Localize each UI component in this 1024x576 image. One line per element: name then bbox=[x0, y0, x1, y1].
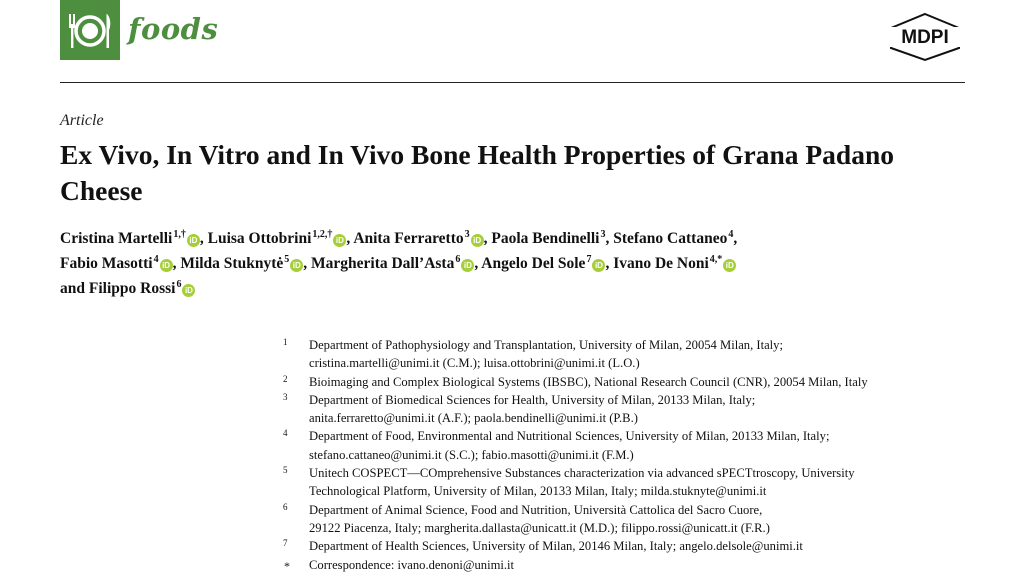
affiliation-line: Department of Health Sciences, University of Milan, 20146 Milan, Italy; angelo.delsole@unimi.it bbox=[309, 539, 803, 554]
affiliation-item bbox=[283, 464, 973, 501]
orcid-icon[interactable]: iD bbox=[182, 284, 195, 297]
affiliation-line: Department of Animal Science, Food and Nutrition, Università Cattolica del Sacro Cuore, bbox=[309, 502, 763, 517]
orcid-icon[interactable]: iD bbox=[333, 234, 346, 247]
affiliation-marker: * bbox=[284, 558, 290, 573]
author-affiliation-marker: 7 bbox=[586, 254, 592, 265]
author-name-text: Ivano De Noni bbox=[613, 255, 709, 272]
correspondence bbox=[283, 556, 973, 574]
publisher-logo bbox=[887, 12, 963, 62]
article-title: Ex Vivo, In Vitro and In Vivo Bone Health Properties of Grana Padano Cheese bbox=[60, 139, 894, 206]
affiliation-line: 29122 Piacenza, Italy; margherita.dallasta@unicatt.it (M.D.); filippo.rossi@unicatt.it (F.R.) bbox=[309, 520, 770, 535]
affiliation-line: anita.ferraretto@unimi.it (A.F.); paola.bendinelli@unimi.it (P.B.) bbox=[309, 411, 638, 426]
author-name: Paola Bendinelli$^3$, bbox=[491, 229, 610, 247]
author-name: and Filippo Rossi$^6$iD bbox=[60, 280, 195, 297]
journal-header bbox=[60, 0, 965, 82]
author-affiliation-marker: 1,† bbox=[173, 229, 186, 240]
affiliation-marker: 6 bbox=[283, 501, 288, 512]
orcid-icon[interactable]: iD bbox=[471, 234, 484, 247]
author-name-text: Filippo Rossi bbox=[88, 280, 176, 297]
author-affiliation-marker: 3 bbox=[464, 229, 470, 240]
header-rule bbox=[60, 82, 965, 83]
author-name-text: Fabio Masotti bbox=[60, 255, 153, 272]
affiliation-marker: 5 bbox=[283, 465, 288, 476]
author-affiliation-marker: 5 bbox=[284, 254, 290, 265]
author-name: Luisa Ottobrini$^{1,2,\dagger}$iD , bbox=[207, 229, 351, 247]
author-affiliation-marker: 4 bbox=[153, 254, 159, 265]
author-name: Cristina Martelli$^{1,\dagger}$iD , bbox=[60, 229, 204, 247]
orcid-icon[interactable]: iD bbox=[187, 234, 200, 247]
author-affiliation-marker: 4,* bbox=[709, 254, 723, 265]
author-name: Margherita Dall’Asta$^6$iD , bbox=[311, 254, 479, 272]
author-name-text: Cristina Martelli bbox=[60, 230, 173, 247]
author-name-text: Stefano Cattaneo bbox=[613, 230, 728, 247]
affiliation-item bbox=[283, 391, 973, 428]
affiliation-line: Bioimaging and Complex Biological Systems (IBSBC), National Research Council (CNR), 20054 Milan, Italy bbox=[309, 374, 868, 389]
author-name-text: Angelo Del Sole bbox=[481, 255, 586, 272]
affiliation-line: cristina.martelli@unimi.it (C.M.); luisa.ottobrini@unimi.it (L.O.) bbox=[309, 356, 640, 371]
affiliation-item bbox=[283, 537, 973, 555]
journal-name: foods bbox=[128, 12, 219, 46]
author-affiliation-marker: 6 bbox=[455, 254, 461, 265]
author-list bbox=[60, 226, 965, 301]
affiliation-list bbox=[283, 336, 973, 574]
orcid-icon[interactable]: iD bbox=[290, 259, 303, 272]
author-affiliation-marker: 6 bbox=[176, 279, 182, 290]
affiliation-item bbox=[283, 373, 973, 391]
author-name-text: Milda Stuknytė bbox=[180, 255, 284, 272]
affiliation-line: stefano.cattaneo@unimi.it (S.C.); fabio.masotti@unimi.it (F.M.) bbox=[309, 447, 634, 462]
author-name-text: Paola Bendinelli bbox=[491, 230, 600, 247]
author-affiliation-marker: 1,2,† bbox=[312, 229, 333, 240]
author-name: Milda Stuknytė$^5$iD , bbox=[180, 254, 308, 272]
article-type: Article bbox=[60, 112, 104, 129]
plate-cutlery-icon bbox=[60, 0, 120, 60]
author-name bbox=[613, 255, 736, 272]
affiliation-line: Department of Biomedical Sciences for Health, University of Milan, 20133 Milan, Italy; bbox=[309, 392, 756, 407]
author-name-text: Anita Ferraretto bbox=[353, 230, 464, 247]
author-affiliation-marker: 4 bbox=[728, 229, 734, 240]
affiliation-marker: 4 bbox=[283, 428, 288, 439]
orcid-icon[interactable]: iD bbox=[461, 259, 474, 272]
affiliation-line: Correspondence: ivano.denoni@unimi.it bbox=[309, 557, 515, 572]
affiliation-line: Technological Platform, University of Milan, 20133 Milan, Italy; milda.stuknyte@unimi.it bbox=[309, 484, 767, 499]
affiliation-item bbox=[283, 336, 973, 373]
affiliation-line: Department of Pathophysiology and Transplantation, University of Milan, 20054 Milan, Italy; bbox=[309, 338, 783, 352]
orcid-icon[interactable]: iD bbox=[723, 259, 736, 272]
author-affiliation-marker: 3 bbox=[600, 229, 606, 240]
affiliation-marker: 2 bbox=[283, 373, 288, 384]
author-name-text: Margherita Dall’Asta bbox=[311, 255, 455, 272]
publisher-name: MDPI bbox=[901, 27, 949, 48]
affiliation-marker: 1 bbox=[283, 337, 288, 347]
affiliation-item bbox=[283, 501, 973, 538]
affiliation-line: Unitech COSPECT—COmprehensive Substances characterization via advanced sPECTtroscopy, University bbox=[309, 466, 855, 481]
author-name-text: Luisa Ottobrini bbox=[207, 230, 312, 247]
author-name: Anita Ferraretto$^3$iD , bbox=[353, 229, 488, 247]
author-name: Fabio Masotti$^4$iD , bbox=[60, 254, 177, 272]
affiliation-line: Department of Food, Environmental and Nutritional Sciences, University of Milan, 20133 Milan, Italy; bbox=[309, 429, 830, 444]
author-name: Angelo Del Sole$^7$iD , bbox=[481, 254, 610, 272]
orcid-icon[interactable]: iD bbox=[592, 259, 605, 272]
affiliation-item bbox=[283, 427, 973, 464]
affiliation-marker: 3 bbox=[283, 391, 288, 402]
orcid-icon[interactable]: iD bbox=[160, 259, 173, 272]
affiliation-marker: 7 bbox=[283, 538, 288, 549]
author-name: Stefano Cattaneo$^4$, bbox=[613, 229, 738, 247]
